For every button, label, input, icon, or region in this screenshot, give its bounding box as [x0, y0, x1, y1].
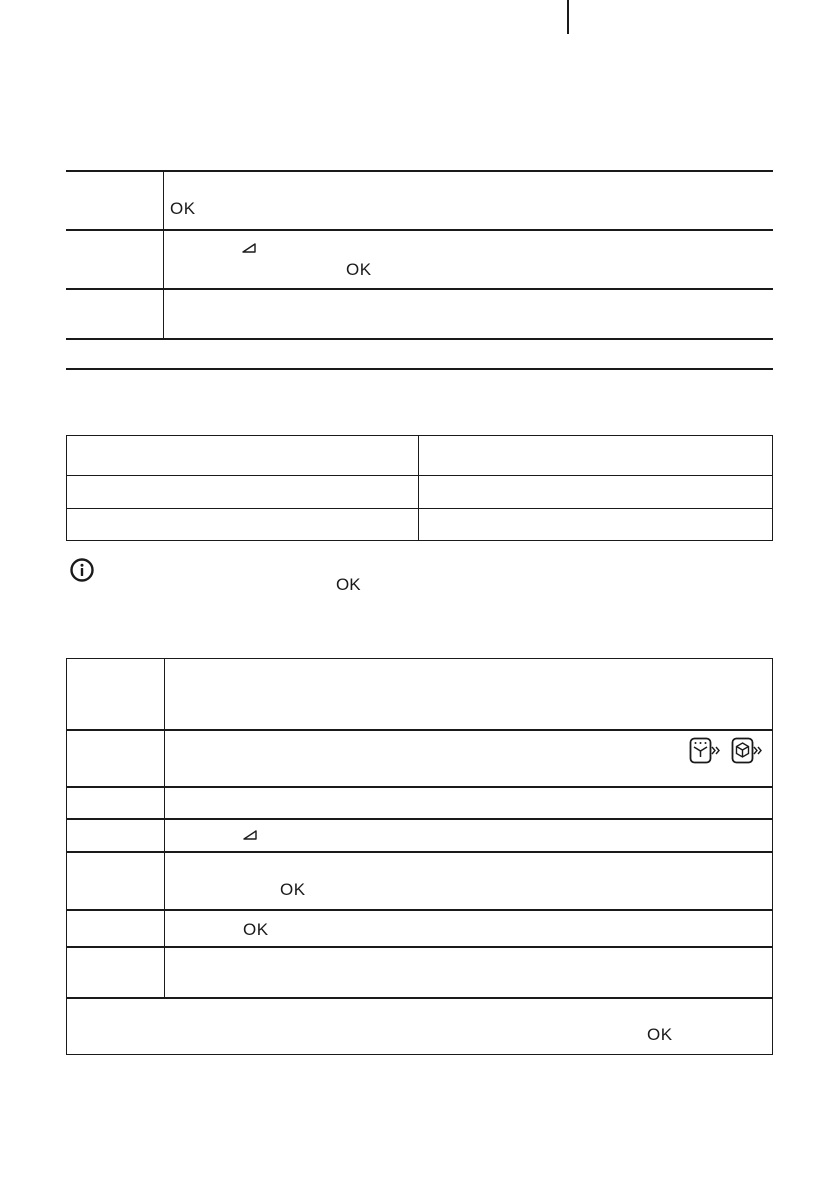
table-row: [66, 288, 773, 338]
header-rule: [567, 0, 569, 34]
step-number: [67, 911, 165, 946]
table-footer: [66, 338, 773, 368]
step-number: [67, 820, 165, 851]
ok-button-glyph: OK: [243, 920, 269, 939]
step-number: [67, 948, 165, 997]
steps-table-2: [66, 658, 773, 1055]
step-number: [67, 853, 165, 909]
table-cell: [419, 509, 772, 540]
table-row: [66, 172, 773, 229]
table-row: [67, 909, 772, 946]
step-number: [67, 788, 165, 818]
table-row: [67, 786, 772, 818]
table-row: [67, 508, 772, 540]
step-number: [66, 231, 164, 288]
volume-triangle-icon: [242, 243, 256, 253]
table-cell: [67, 436, 419, 475]
step-number: [66, 172, 164, 229]
step-number: [67, 659, 165, 729]
table-row: [67, 946, 772, 997]
step-text: [165, 853, 772, 909]
table-row: [66, 229, 773, 288]
info-icon: [69, 557, 95, 583]
step-number: [66, 290, 164, 338]
table-row: [67, 729, 772, 786]
table-footer: [67, 997, 772, 1054]
table-cell: [419, 436, 772, 475]
table-row: [67, 436, 772, 475]
step-text: [165, 948, 772, 997]
table-cell: [67, 509, 419, 540]
step-text: [164, 231, 773, 288]
step-text: [165, 820, 772, 851]
ok-button-glyph: OK: [647, 1025, 673, 1044]
step-text: [164, 172, 773, 229]
table-row: [67, 659, 772, 729]
steps-table-1: [66, 170, 773, 370]
step-number: [67, 731, 165, 786]
step-text: [164, 290, 773, 338]
step-text: [165, 788, 772, 818]
step-text: [165, 911, 772, 946]
step-text: [165, 659, 772, 729]
volume-triangle-icon: [243, 830, 257, 840]
table-cell: [67, 476, 419, 508]
step-text: [165, 731, 772, 786]
settings-table: [66, 435, 773, 541]
table-row: [67, 851, 772, 909]
table-cell: [419, 476, 772, 508]
pan-accessory-icon: [731, 737, 763, 765]
ok-button-glyph: OK: [280, 880, 306, 899]
table-row: [67, 818, 772, 851]
pot-accessory-icon: [689, 737, 721, 765]
ok-button-glyph: OK: [346, 260, 372, 279]
ok-button-glyph: OK: [170, 199, 196, 218]
ok-button-glyph: OK: [336, 575, 361, 594]
table-row: [67, 475, 772, 508]
